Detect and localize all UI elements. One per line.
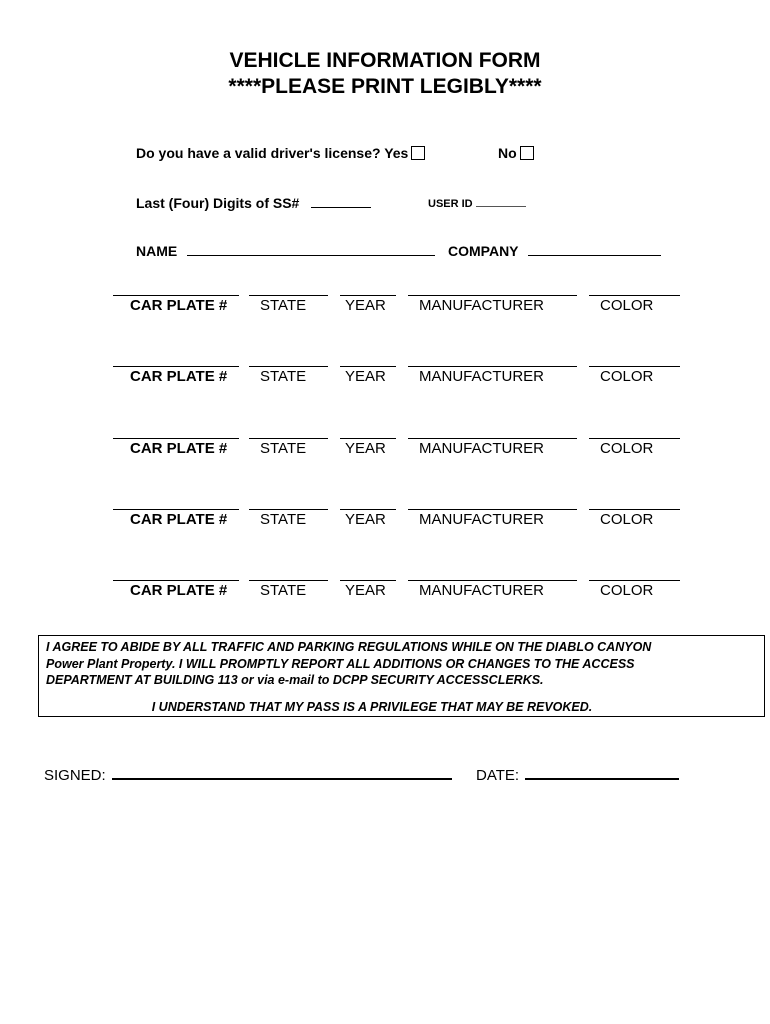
year-input-line[interactable] [340, 438, 396, 439]
manufacturer-label: MANUFACTURER [419, 440, 545, 457]
license-no [498, 145, 534, 161]
date-label: DATE: [476, 767, 520, 784]
license-question-label: Do you have a valid driver's license? [136, 145, 381, 161]
year-label: YEAR [345, 511, 386, 528]
year-input-line[interactable] [340, 366, 396, 367]
plate-input-line[interactable] [113, 509, 239, 510]
company-field [448, 243, 661, 259]
color-label: COLOR [600, 440, 654, 457]
plate-label: CAR PLATE # [130, 297, 228, 314]
state-label: STATE [260, 297, 307, 314]
license-question [136, 145, 425, 161]
manufacturer-input-line[interactable] [408, 438, 577, 439]
manufacturer-input-line[interactable] [408, 580, 577, 581]
color-label: COLOR [600, 511, 654, 528]
company-input-line[interactable] [528, 255, 661, 256]
state-label: STATE [260, 582, 307, 599]
manufacturer-input-line[interactable] [408, 295, 577, 296]
ss-label: Last (Four) Digits of SS# [136, 195, 300, 211]
color-input-line[interactable] [589, 438, 680, 439]
manufacturer-input-line[interactable] [408, 509, 577, 510]
state-label: STATE [260, 368, 307, 385]
license-yes-checkbox[interactable] [411, 146, 425, 160]
state-input-line[interactable] [249, 438, 328, 439]
license-yes-label: Yes [384, 145, 409, 161]
form-subtitle: ****PLEASE PRINT LEGIBLY**** [228, 75, 542, 98]
year-label: YEAR [345, 368, 386, 385]
state-label: STATE [260, 511, 307, 528]
manufacturer-label: MANUFACTURER [419, 511, 545, 528]
state-input-line[interactable] [249, 580, 328, 581]
agreement-line-2: Power Plant Property. I WILL PROMPTLY REPORT ALL ADDITIONS OR CHANGES TO THE ACCESS [46, 656, 635, 671]
color-label: COLOR [600, 582, 654, 599]
state-input-line[interactable] [249, 295, 328, 296]
name-field [136, 243, 435, 259]
state-input-line[interactable] [249, 366, 328, 367]
plate-input-line[interactable] [113, 366, 239, 367]
year-input-line[interactable] [340, 295, 396, 296]
manufacturer-label: MANUFACTURER [419, 297, 545, 314]
year-input-line[interactable] [340, 580, 396, 581]
color-label: COLOR [600, 297, 654, 314]
user-id-input-line[interactable] [476, 206, 526, 207]
year-label: YEAR [345, 440, 386, 457]
year-input-line[interactable] [340, 509, 396, 510]
state-input-line[interactable] [249, 509, 328, 510]
plate-input-line[interactable] [113, 295, 239, 296]
plate-label: CAR PLATE # [130, 511, 228, 528]
plate-label: CAR PLATE # [130, 440, 228, 457]
plate-label: CAR PLATE # [130, 582, 228, 599]
color-input-line[interactable] [589, 580, 680, 581]
user-id-label: USER ID [428, 198, 473, 210]
agreement-line-1: I AGREE TO ABIDE BY ALL TRAFFIC AND PARKING REGULATIONS WHILE ON THE DIABLO CANYON [46, 640, 652, 654]
color-input-line[interactable] [589, 366, 680, 367]
license-no-checkbox[interactable] [520, 146, 534, 160]
signed-label: SIGNED: [44, 767, 106, 784]
state-label: STATE [260, 440, 307, 457]
manufacturer-label: MANUFACTURER [419, 582, 545, 599]
date-field [476, 767, 679, 784]
manufacturer-input-line[interactable] [408, 366, 577, 367]
plate-input-line[interactable] [113, 438, 239, 439]
license-no-label: No [498, 145, 517, 161]
plate-label: CAR PLATE # [130, 368, 228, 385]
agreement-box [38, 635, 765, 717]
color-input-line[interactable] [589, 509, 680, 510]
plate-input-line[interactable] [113, 580, 239, 581]
user-id-field [428, 198, 526, 210]
agreement-line-3: DEPARTMENT AT BUILDING 113 or via e-mail to DCPP SECURITY ACCESSCLERKS. [46, 673, 544, 687]
name-input-line[interactable] [187, 255, 435, 256]
form-title: VEHICLE INFORMATION FORM [229, 49, 541, 72]
signature-input-line[interactable] [112, 778, 452, 780]
company-label: COMPANY [448, 243, 519, 259]
manufacturer-label: MANUFACTURER [419, 368, 545, 385]
ss-input-line[interactable] [311, 207, 371, 208]
agreement-line-4: I UNDERSTAND THAT MY PASS IS A PRIVILEGE THAT MAY BE REVOKED. [151, 699, 593, 714]
year-label: YEAR [345, 297, 386, 314]
name-label: NAME [136, 243, 178, 259]
date-input-line[interactable] [525, 778, 679, 780]
signature-field [44, 767, 452, 784]
ss-field [136, 195, 371, 211]
color-label: COLOR [600, 368, 654, 385]
year-label: YEAR [345, 582, 386, 599]
color-input-line[interactable] [589, 295, 680, 296]
